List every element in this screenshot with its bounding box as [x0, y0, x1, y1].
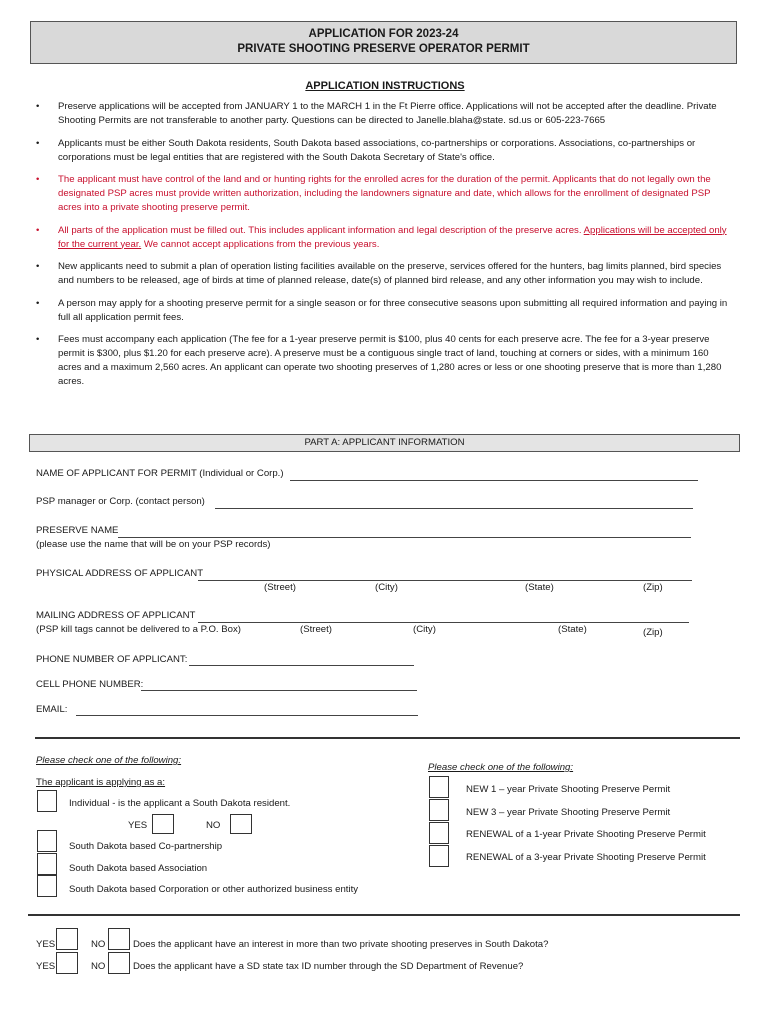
q1-yes-label: YES [36, 939, 56, 950]
q1-no-checkbox[interactable] [108, 928, 130, 950]
q2-yes-checkbox[interactable] [56, 952, 78, 974]
new-1-year-label: NEW 1 – year Private Shooting Preserve Permit [466, 784, 671, 795]
association-label: South Dakota based Association [69, 863, 208, 874]
mailing-address-label: MAILING ADDRESS OF APPLICANT [36, 610, 196, 621]
title-box [30, 21, 737, 64]
individual-checkbox[interactable] [37, 790, 57, 812]
instruction-item: • The applicant must have control of the land and or hunting rights for the enrolled acres for the duration of the permit. Applicants that do not legally own the designated PSP acres must provide written authorization, including the landowners signature and date, which allows for the enrollment of designated PSP acres into a private shooting preserve permit. [36, 174, 711, 213]
cell-phone-field[interactable] [141, 690, 417, 691]
renewal-3-year-label: RENEWAL of a 3-year Private Shooting Preserve Permit [466, 852, 706, 863]
q2-no-label: NO [91, 961, 106, 972]
phone-field[interactable] [189, 665, 414, 666]
preserve-name-label: PRESERVE NAME [36, 525, 119, 536]
physical-state-label: (State) [525, 582, 554, 593]
email-field[interactable] [76, 715, 418, 716]
renewal-3-year-checkbox[interactable] [429, 845, 449, 867]
instruction-item: • Preserve applications will be accepted from JANUARY 1 to the MARCH 1 in the Ft Pierre office. Applications will not be accepted after the deadline. Private Shooting Permits are not transferable to another party. Questions can be directed to Janelle.blaha@state. sd.us or 605-223-7665 [36, 101, 717, 126]
physical-zip-label: (Zip) [643, 582, 663, 593]
applicant-name-field[interactable] [290, 480, 698, 481]
resident-no-checkbox[interactable] [230, 814, 252, 834]
instruction-item: • A person may apply for a shooting preserve permit for a single season or for three consecutive seasons upon submitting all required information and paying in full all application permit fees. [36, 297, 728, 323]
q2-text: Does the applicant have a SD state tax ID number through the SD Department of Revenue? [133, 961, 524, 972]
instruction-item: • New applicants need to submit a plan of operation listing facilities available on the preserve, services offered for the hunters, bag limits planned, bird species and numbers to be released, age of birds at time of planned release, date(s) of planned bird release, and any other information you may wish to include. [36, 261, 722, 286]
mailing-zip-label: (Zip) [643, 627, 663, 638]
bullet-icon: • [36, 137, 40, 149]
email-label: EMAIL: [36, 704, 68, 715]
renewal-1-year-checkbox[interactable] [429, 822, 449, 844]
bullet-icon: • [36, 224, 40, 236]
new-3-year-label: NEW 3 – year Private Shooting Preserve Permit [466, 807, 671, 818]
physical-address-field[interactable] [198, 580, 692, 581]
psp-manager-field[interactable] [215, 508, 693, 509]
copartnership-label: South Dakota based Co-partnership [69, 841, 223, 852]
section-divider [28, 914, 740, 916]
permit-type-heading: Please check one of the following: [428, 762, 574, 773]
renewal-1-year-label: RENEWAL of a 1-year Private Shooting Preserve Permit [466, 829, 706, 840]
bullet-icon: • [36, 261, 40, 272]
preserve-name-field[interactable] [118, 537, 691, 538]
q2-no-checkbox[interactable] [108, 952, 130, 974]
new-1-year-checkbox[interactable] [429, 776, 449, 798]
preserve-name-note: (please use the name that will be on your PSP records) [36, 539, 271, 550]
mailing-address-field[interactable] [198, 622, 689, 623]
instruction-item: • Applicants must be either South Dakota residents, South Dakota based associations, co-partnerships or corporations. Associations, co-partnerships or corporations must be legal entities that are registered with the South Dakota Secretary of State's office. [36, 137, 696, 163]
bullet-icon: • [36, 174, 40, 185]
psp-manager-label: PSP manager or Corp. (contact person) [36, 496, 205, 507]
title-line-1: APPLICATION FOR 2023-24 [308, 28, 459, 40]
applicant-name-label: NAME OF APPLICANT FOR PERMIT (Individual or Corp.) [36, 468, 284, 479]
instruction-item: • All parts of the application must be filled out. This includes applicant information and legal description of the preserve acres. Applications will be accepted only for the current year. We cannot accept applications from the previous years. [36, 224, 727, 250]
copartnership-checkbox[interactable] [37, 830, 57, 852]
part-a-heading: PART A: APPLICANT INFORMATION [29, 434, 740, 452]
applicant-type-intro: The applicant is applying as a: [36, 777, 166, 788]
corporation-checkbox[interactable] [37, 875, 57, 897]
new-3-year-checkbox[interactable] [429, 799, 449, 821]
physical-street-label: (Street) [264, 582, 296, 593]
title-line-2: PRIVATE SHOOTING PRESERVE OPERATOR PERMIT [237, 43, 530, 55]
mailing-address-note: (PSP kill tags cannot be delivered to a P.O. Box) [36, 624, 241, 635]
q2-yes-label: YES [36, 961, 56, 972]
mailing-street-label: (Street) [300, 624, 332, 635]
resident-yes-checkbox[interactable] [152, 814, 174, 834]
bullet-icon: • [36, 101, 40, 112]
physical-city-label: (City) [375, 582, 398, 593]
phone-label: PHONE NUMBER OF APPLICANT: [36, 654, 188, 665]
q1-yes-checkbox[interactable] [56, 928, 78, 950]
mailing-city-label: (City) [413, 624, 436, 635]
instructions-list [36, 100, 728, 398]
q1-text: Does the applicant have an interest in more than two private shooting preserves in South Dakota? [133, 939, 549, 950]
individual-label: Individual - is the applicant a South Dakota resident. [69, 798, 291, 809]
association-checkbox[interactable] [37, 853, 57, 875]
section-divider [35, 737, 740, 739]
resident-no-label: NO [206, 820, 221, 831]
instruction-item: • Fees must accompany each application (The fee for a 1-year preserve permit is $100, plus 40 cents for each preserve acre. The fee for a 3-year preserve permit is $300, plus $1.20 for each preserve acre). A preserve must be a contiguous single tract of land, touching at corners or sides, with a minimum 160 acres and a maximum 2,560 acres. An applicant can operate two shooting preserves of 1,280 acres or less or one shooting preserve that is more than 1,280 acres. [36, 334, 722, 387]
applicant-type-heading: Please check one of the following: [36, 755, 182, 766]
physical-address-label: PHYSICAL ADDRESS OF APPLICANT [36, 568, 204, 579]
mailing-state-label: (State) [558, 624, 587, 635]
cell-phone-label: CELL PHONE NUMBER: [36, 679, 144, 690]
bullet-icon: • [36, 334, 40, 345]
instructions-heading: APPLICATION INSTRUCTIONS [305, 80, 465, 92]
bullet-icon: • [36, 297, 40, 309]
corporation-label: South Dakota based Corporation or other authorized business entity [69, 884, 359, 895]
resident-yes-label: YES [128, 820, 148, 831]
q1-no-label: NO [91, 939, 106, 950]
